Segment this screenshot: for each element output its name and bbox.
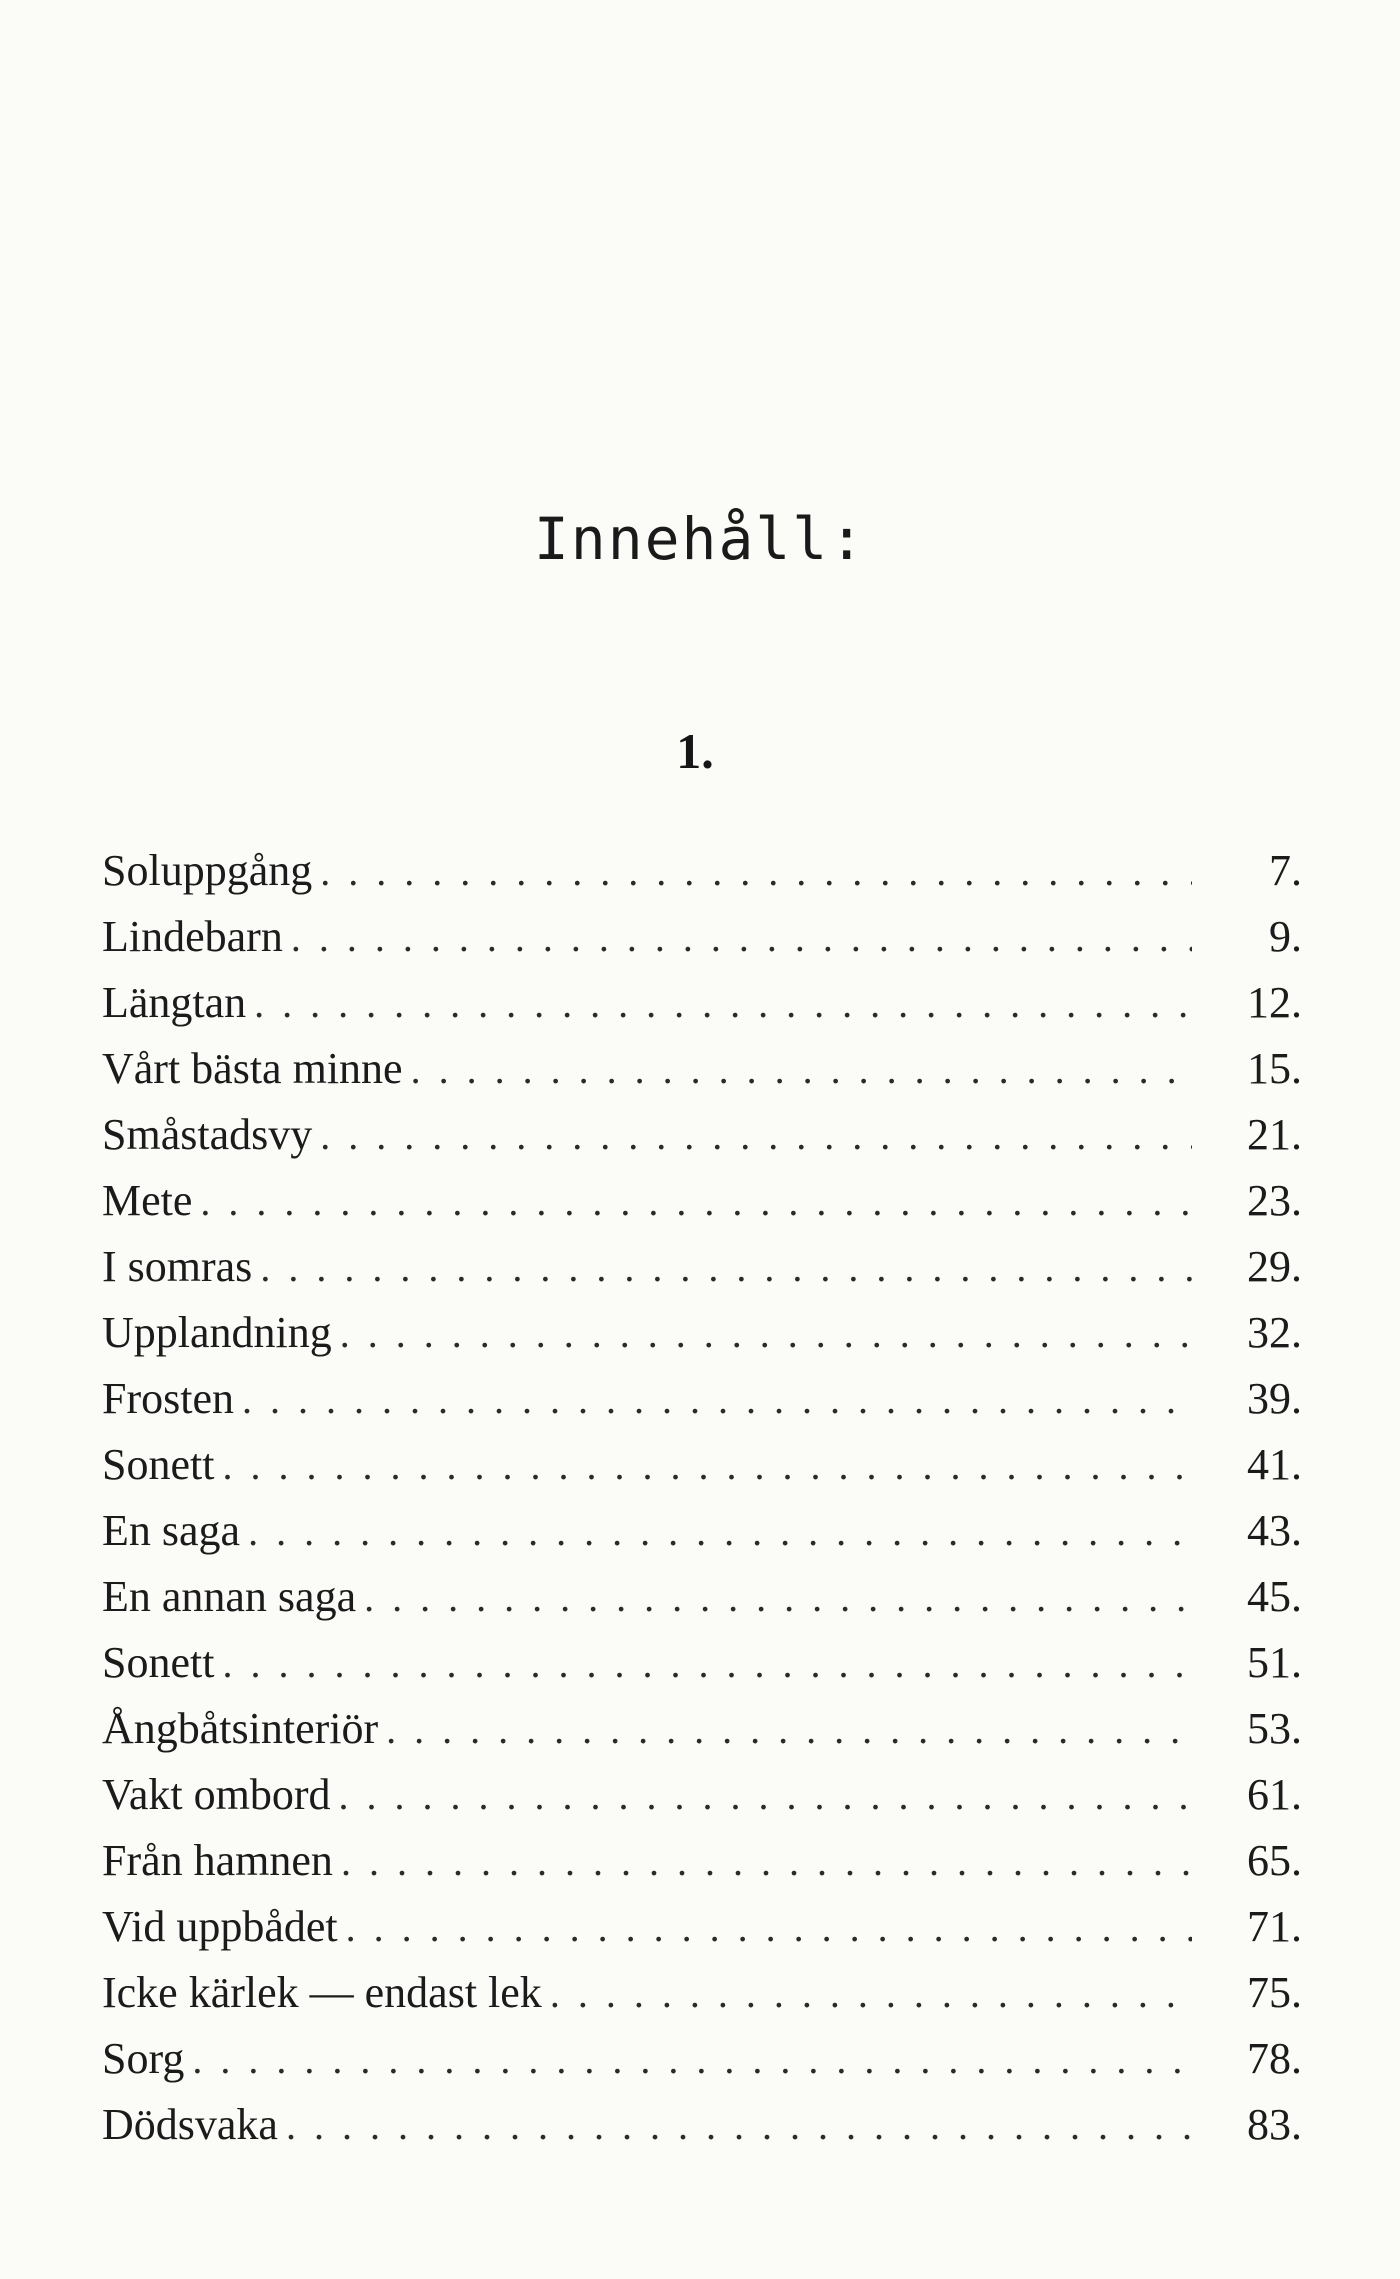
toc-entry-title: Lindebarn [102, 912, 283, 961]
dot-leader [550, 1961, 1192, 2027]
toc-entry-page: 78. [1247, 2034, 1302, 2083]
toc-entry-page: 9. [1269, 912, 1302, 961]
toc-entry-page: 51. [1247, 1638, 1302, 1687]
toc-entry [102, 1894, 1302, 1960]
toc-entry-page: 71. [1247, 1902, 1302, 1951]
toc-entry [102, 1564, 1302, 1630]
toc-entry [102, 1432, 1302, 1498]
toc-entry [102, 1168, 1302, 1234]
toc-entry-title: Längtan [102, 978, 247, 1027]
dot-leader [341, 1829, 1192, 1895]
toc-entry [102, 1696, 1302, 1762]
toc-entry [102, 1498, 1302, 1564]
toc-entry-title: Sorg [102, 2034, 185, 2083]
dot-leader [242, 1367, 1192, 1433]
toc-entry-title: En annan saga [102, 1572, 357, 1621]
dot-leader [200, 1169, 1192, 1235]
toc-entry-page: 39. [1247, 1374, 1302, 1423]
dot-leader [340, 1301, 1192, 1367]
dot-leader [320, 839, 1192, 905]
dot-leader [411, 1037, 1192, 1103]
dot-leader [386, 1697, 1192, 1763]
toc-entry [102, 1036, 1302, 1102]
toc-entry-title: I somras [102, 1242, 253, 1291]
toc-entry-page: 21. [1247, 1110, 1302, 1159]
toc-entry [102, 838, 1302, 904]
toc-entry [102, 1300, 1302, 1366]
dot-leader [222, 1631, 1192, 1697]
page-title-text: Innehåll: [533, 505, 867, 573]
toc-entry-page: 32. [1247, 1308, 1302, 1357]
toc-entry-page: 75. [1247, 1968, 1302, 2017]
section-number [0, 722, 1400, 780]
toc-entry [102, 1630, 1302, 1696]
toc-entry-page: 23. [1247, 1176, 1302, 1225]
toc-entry [102, 904, 1302, 970]
toc-entry-page: 43. [1247, 1506, 1302, 1555]
dot-leader [260, 1235, 1192, 1301]
toc-entry [102, 2092, 1302, 2158]
toc-entry-title: Från hamnen [102, 1836, 333, 1885]
toc-entry-page: 41. [1247, 1440, 1302, 1489]
dot-leader [320, 1103, 1192, 1169]
dot-leader [286, 2093, 1192, 2159]
dot-leader [248, 1499, 1192, 1565]
toc-entry-title: Sonett [102, 1638, 215, 1687]
toc-entry [102, 1828, 1302, 1894]
toc-entry-title: Frosten [102, 1374, 234, 1423]
toc-entry-page: 53. [1247, 1704, 1302, 1753]
toc-entry-page: 65. [1247, 1836, 1302, 1885]
toc-entry-page: 7. [1269, 846, 1302, 895]
toc-entry-title: Vid uppbådet [102, 1902, 338, 1951]
toc-entry-title: Vårt bästa minne [102, 1044, 403, 1093]
toc-entry [102, 1762, 1302, 1828]
dot-leader [364, 1565, 1192, 1631]
toc-entry-page: 12. [1247, 978, 1302, 1027]
dot-leader [291, 905, 1192, 971]
toc-entry-title: Vakt ombord [102, 1770, 331, 1819]
table-of-contents [102, 838, 1302, 2158]
toc-entry-title: Mete [102, 1176, 193, 1225]
toc-entry-title: Icke kärlek — endast lek [102, 1968, 542, 2017]
toc-entry-title: Småstadsvy [102, 1110, 313, 1159]
dot-leader [339, 1763, 1192, 1829]
dot-leader [346, 1895, 1192, 1961]
toc-entry-title: Ångbåtsinteriör [102, 1704, 379, 1753]
toc-entry-title: Upplandning [102, 1308, 332, 1357]
toc-entry-title: Soluppgång [102, 846, 313, 895]
toc-entry-page: 61. [1247, 1770, 1302, 1819]
dot-leader [254, 971, 1192, 1037]
toc-entry [102, 1366, 1302, 1432]
toc-entry-title: En saga [102, 1506, 241, 1555]
toc-entry [102, 1960, 1302, 2026]
page-title [0, 505, 1400, 573]
toc-entry [102, 2026, 1302, 2092]
toc-entry [102, 970, 1302, 1036]
toc-entry-page: 83. [1247, 2100, 1302, 2149]
toc-entry [102, 1234, 1302, 1300]
dot-leader [192, 2027, 1192, 2093]
toc-entry [102, 1102, 1302, 1168]
toc-entry-title: Dödsvaka [102, 2100, 278, 2149]
toc-entry-page: 15. [1247, 1044, 1302, 1093]
section-number-text: 1. [676, 723, 714, 779]
toc-entry-page: 29. [1247, 1242, 1302, 1291]
toc-entry-page: 45. [1247, 1572, 1302, 1621]
toc-entry-title: Sonett [102, 1440, 215, 1489]
dot-leader [222, 1433, 1192, 1499]
